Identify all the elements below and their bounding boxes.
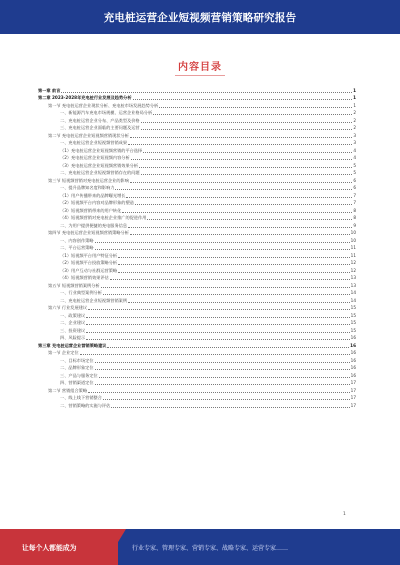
toc-entry-label: 二、平台运营策略: [60, 245, 94, 251]
toc-entry-label: （2）充电桩运营企业短视频内容分析: [60, 155, 130, 161]
toc-entry-page: 16: [350, 372, 356, 378]
toc-entry-page: 13: [350, 275, 356, 281]
toc-entry-label: 二、充电桩运营企业短视频营销存在的问题: [60, 170, 140, 176]
toc-entry-label: （1）充电桩运营企业短视频营销的平台选择: [60, 147, 143, 153]
toc-dot-leader: [133, 98, 353, 100]
toc-entry-label: 第四节 充电桩运营企业短视频营销策略分析: [48, 230, 129, 236]
table-of-contents: [38, 86, 356, 409]
footer-banner: [0, 529, 400, 565]
report-title: 充电桩运营企业短视频营销策略研究报告: [103, 11, 297, 24]
toc-entry-page: 5: [353, 170, 356, 176]
toc-dot-leader: [99, 376, 350, 378]
toc-entry[interactable]: [38, 281, 356, 289]
toc-entry[interactable]: [38, 296, 356, 304]
toc-dot-leader: [118, 263, 350, 265]
toc-heading-underline: [175, 75, 225, 76]
toc-entry[interactable]: [38, 371, 356, 379]
toc-entry[interactable]: [38, 184, 356, 192]
toc-dot-leader: [115, 188, 352, 190]
toc-entry-page: 15: [350, 312, 356, 318]
toc-dot-leader: [128, 143, 352, 145]
toc-entry-page: 16: [350, 335, 356, 341]
toc-entry-label: 二、营销策略的实施与评估: [60, 402, 111, 408]
toc-entry[interactable]: [38, 259, 356, 267]
toc-entry[interactable]: [38, 206, 356, 214]
toc-dot-leader: [118, 271, 350, 273]
toc-dot-leader: [130, 233, 350, 235]
toc-entry-page: 11: [350, 245, 356, 251]
toc-dot-leader: [130, 181, 352, 183]
toc-entry[interactable]: [38, 289, 356, 297]
toc-dot-leader: [141, 128, 353, 130]
toc-entry[interactable]: [38, 379, 356, 387]
toc-dot-leader: [88, 391, 350, 393]
toc-entry-label: 二、品牌形象定位: [60, 365, 94, 371]
toc-entry[interactable]: [38, 349, 356, 357]
toc-dot-leader: [110, 278, 350, 280]
toc-entry[interactable]: [38, 386, 356, 394]
toc-entry-page: 16: [350, 342, 356, 348]
toc-dot-leader: [95, 383, 350, 385]
toc-dot-leader: [111, 406, 349, 408]
toc-entry[interactable]: [38, 124, 356, 132]
toc-entry-label: 一、内容创作策略: [60, 237, 94, 243]
toc-entry[interactable]: [38, 319, 356, 327]
toc-dot-leader: [103, 398, 350, 400]
toc-entry[interactable]: [38, 251, 356, 259]
toc-entry[interactable]: [38, 154, 356, 162]
toc-entry-label: 第三节 短视频营销对充电桩运营企业的影响: [48, 177, 129, 183]
toc-entry[interactable]: [38, 394, 356, 402]
toc-entry-page: 8: [353, 207, 356, 213]
toc-entry-page: 6: [353, 177, 356, 183]
toc-entry[interactable]: [38, 401, 356, 409]
toc-entry-label: 二、充电桩运营企业短视频营销案例: [60, 297, 128, 303]
toc-entry-page: 10: [350, 230, 356, 236]
toc-entry-label: 第二节 充电桩运营企业短视频营销现状分析: [48, 132, 129, 138]
toc-entry-page: 16: [350, 365, 356, 371]
toc-dot-leader: [130, 136, 352, 138]
toc-entry[interactable]: [38, 199, 356, 207]
toc-entry-label: 一、政策建议: [60, 312, 86, 318]
toc-entry-page: 12: [350, 267, 356, 273]
toc-dot-leader: [95, 361, 350, 363]
toc-entry[interactable]: [38, 146, 356, 154]
toc-entry[interactable]: [38, 176, 356, 184]
toc-entry-page: 4: [353, 155, 356, 161]
toc-entry-label: 第一节 充电桩运营企业现状分析、充电桩市场发展趋势分析: [48, 102, 159, 108]
toc-entry-page: 2: [353, 125, 356, 131]
toc-entry-page: 7: [353, 200, 356, 206]
toc-entry[interactable]: [38, 266, 356, 274]
toc-dot-leader: [86, 331, 350, 333]
toc-dot-leader: [86, 323, 350, 325]
toc-entry-page: 15: [350, 320, 356, 326]
toc-entry[interactable]: [38, 191, 356, 199]
toc-entry[interactable]: [38, 364, 356, 372]
footer-motto: 让每个人都能成为: [22, 544, 77, 552]
toc-entry[interactable]: [38, 116, 356, 124]
toc-entry-label: 二、企业建议: [60, 320, 86, 326]
toc-entry-page: 13: [350, 282, 356, 288]
toc-entry-page: 1: [353, 95, 356, 101]
toc-dot-leader: [135, 203, 352, 205]
toc-dot-leader: [88, 308, 350, 310]
toc-entry-page: 4: [353, 147, 356, 153]
toc-entry-page: 9: [353, 222, 356, 228]
toc-entry-page: 6: [353, 185, 356, 191]
report-header: [0, 0, 400, 34]
toc-entry-page: 17: [350, 387, 356, 393]
toc-entry[interactable]: [38, 109, 356, 117]
toc-entry-page: 7: [353, 192, 356, 198]
toc-entry-page: 17: [350, 395, 356, 401]
toc-entry-label: （2）短视频平台内容对品牌形象的塑造: [60, 200, 134, 206]
toc-dot-leader: [86, 338, 350, 340]
toc-entry[interactable]: [38, 94, 356, 102]
toc-entry[interactable]: [38, 244, 356, 252]
toc-entry-page: 3: [353, 132, 356, 138]
toc-dot-leader: [128, 301, 350, 303]
toc-entry-label: 一、目标市场定位: [60, 357, 94, 363]
toc-dot-leader: [141, 121, 353, 123]
toc-entry-page: 2: [353, 117, 356, 123]
toc-entry-page: 17: [350, 402, 356, 408]
toc-dot-leader: [101, 286, 350, 288]
toc-entry-label: 三、充电桩运营企业面临的主要问题及运营: [60, 125, 140, 131]
toc-entry[interactable]: [38, 131, 356, 139]
toc-entry-label: 第二章 2023-2028年充电桩行业发展及趋势分析: [38, 95, 132, 101]
toc-entry-label: （1）用户传播带来的品牌曝光增长: [60, 192, 126, 198]
footer-red-band-tip: [104, 529, 126, 565]
toc-entry[interactable]: [38, 341, 356, 349]
toc-entry-label: 三、投资建议: [60, 327, 86, 333]
toc-dot-leader: [107, 346, 349, 348]
toc-entry-page: 1: [353, 87, 356, 93]
toc-entry[interactable]: [38, 334, 356, 342]
toc-dot-leader: [126, 196, 352, 198]
toc-dot-leader: [80, 353, 350, 355]
toc-entry[interactable]: [38, 236, 356, 244]
toc-dot-leader: [61, 91, 352, 93]
toc-entry-label: （3）充电桩运营企业短视频营销效果分析: [60, 162, 139, 168]
toc-dot-leader: [139, 166, 352, 168]
toc-entry-page: 2: [353, 110, 356, 116]
toc-entry-label: （4）短视频营销效果评估: [60, 275, 109, 281]
toc-entry-label: 一、线上线下营销整合: [60, 395, 102, 401]
toc-entry-label: （4）短视频营销对充电桩企业推广的促进作用: [60, 215, 147, 221]
toc-entry-label: （3）短视频营销带来的用户转化: [60, 207, 122, 213]
toc-entry-page: 14: [350, 297, 356, 303]
toc-dot-leader: [128, 226, 352, 228]
toc-dot-leader: [141, 173, 353, 175]
toc-entry-label: 第二节 营销组合策略: [48, 387, 88, 393]
toc-entry-page: 3: [353, 140, 356, 146]
toc-entry[interactable]: [38, 311, 356, 319]
toc-heading: 内容目录: [178, 62, 222, 73]
toc-entry-page: 11: [350, 252, 356, 258]
toc-entry-label: 第六节 行业发展建议: [48, 305, 88, 311]
toc-entry-page: 16: [350, 350, 356, 356]
toc-entry-page: 1: [353, 102, 356, 108]
toc-entry[interactable]: [38, 101, 356, 109]
toc-entry-label: 第一节 企业定位: [48, 350, 79, 356]
toc-entry-page: 14: [350, 290, 356, 296]
toc-entry-label: 第一章 前言: [38, 87, 61, 93]
toc-dot-leader: [147, 218, 352, 220]
toc-dot-leader: [103, 293, 350, 295]
toc-dot-leader: [153, 113, 352, 115]
toc-dot-leader: [143, 151, 352, 153]
toc-entry-label: 四、营销渠道定位: [60, 380, 94, 386]
toc-entry-label: 一、行业典型案例分析: [60, 290, 102, 296]
toc-dot-leader: [159, 106, 352, 108]
toc-dot-leader: [95, 368, 350, 370]
page-number: 1: [343, 512, 346, 517]
toc-entry-page: 8: [353, 215, 356, 221]
toc-entry-label: 第五节 短视频营销案例分析: [48, 282, 100, 288]
toc-entry-label: （1）短视频平台用户特征分析: [60, 252, 118, 258]
toc-entry-label: 三、产品与服务定位: [60, 372, 98, 378]
toc-entry-label: 二、充电桩运营企业分布、产品类型及价格: [60, 117, 140, 123]
toc-entry-label: 二、为用户提供便捷的充电服务信息: [60, 222, 128, 228]
toc-entry-label: 四、风险提示: [60, 335, 86, 341]
toc-entry[interactable]: [38, 214, 356, 222]
toc-dot-leader: [95, 248, 350, 250]
toc-entry[interactable]: [38, 169, 356, 177]
toc-entry-page: 12: [350, 260, 356, 266]
toc-entry[interactable]: [38, 161, 356, 169]
toc-entry[interactable]: [38, 356, 356, 364]
toc-entry[interactable]: [38, 86, 356, 94]
toc-entry[interactable]: [38, 229, 356, 237]
toc-entry[interactable]: [38, 221, 356, 229]
toc-entry-label: 第三章 充电桩运营企业营销策略建议: [38, 342, 107, 348]
toc-entry[interactable]: [38, 326, 356, 334]
toc-entry-label: 一、提升品牌知名度和影响力: [60, 185, 115, 191]
toc-dot-leader: [118, 256, 350, 258]
toc-entry[interactable]: [38, 139, 356, 147]
toc-entry-page: 5: [353, 162, 356, 168]
toc-entry-page: 15: [350, 305, 356, 311]
toc-entry[interactable]: [38, 274, 356, 282]
toc-entry-label: 一、充电桩运营企业短视频营销成果: [60, 140, 128, 146]
toc-dot-leader: [86, 316, 350, 318]
footer-roles: 行业专家、管理专家、营销专家、战略专家、运营专家……: [132, 545, 289, 552]
toc-dot-leader: [95, 241, 350, 243]
toc-entry-label: 一、新能源汽车充电市场规模、运营企业格局分析: [60, 110, 153, 116]
toc-entry-page: 17: [350, 380, 356, 386]
toc-entry-page: 15: [350, 327, 356, 333]
toc-dot-leader: [131, 158, 353, 160]
toc-entry[interactable]: [38, 304, 356, 312]
toc-entry-label: （2）短视频平台投放策略分析: [60, 260, 118, 266]
toc-entry-label: （3）用户互动与社群运营策略: [60, 267, 118, 273]
toc-entry-page: 10: [350, 237, 356, 243]
toc-entry-page: 16: [350, 357, 356, 363]
toc-dot-leader: [122, 211, 352, 213]
